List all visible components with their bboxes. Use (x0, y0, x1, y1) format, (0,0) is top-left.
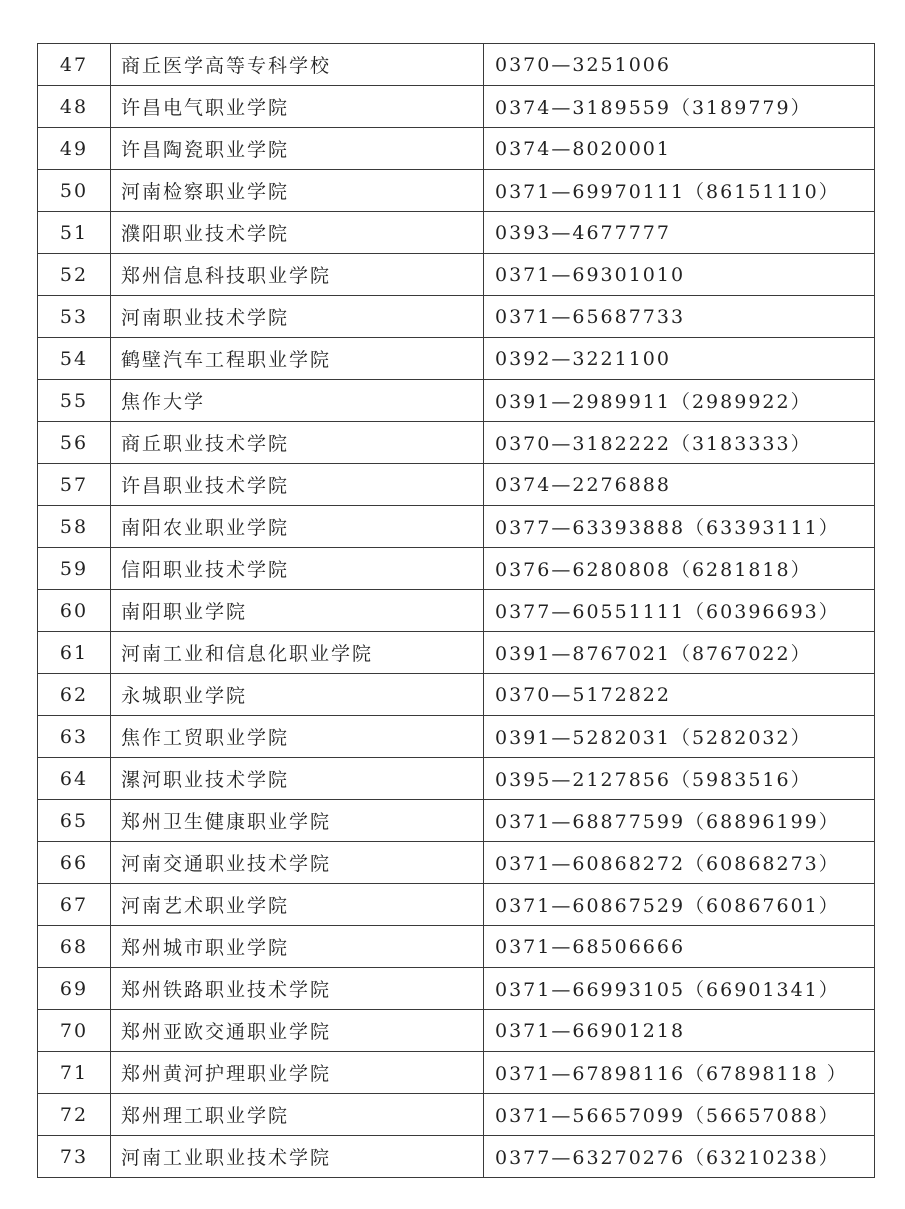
table-row (38, 338, 875, 380)
table-row (38, 590, 875, 632)
table-body (38, 44, 875, 1178)
school-name: 漯河职业技术学院 (111, 758, 484, 800)
table-row (38, 422, 875, 464)
table-row (38, 800, 875, 842)
phone-number: 0371—60868272（60868273） (484, 842, 875, 884)
row-number: 69 (38, 968, 111, 1010)
row-number: 49 (38, 128, 111, 170)
row-number: 63 (38, 716, 111, 758)
school-name: 许昌电气职业学院 (111, 86, 484, 128)
phone-number: 0370—3251006 (484, 44, 875, 86)
table-row (38, 254, 875, 296)
table-row (38, 1094, 875, 1136)
phone-number: 0377—63270276（63210238） (484, 1136, 875, 1178)
phone-number: 0371—56657099（56657088） (484, 1094, 875, 1136)
phone-number: 0391—5282031（5282032） (484, 716, 875, 758)
row-number: 68 (38, 926, 111, 968)
table-row (38, 632, 875, 674)
table-row (38, 674, 875, 716)
phone-number: 0377—63393888（63393111） (484, 506, 875, 548)
phone-number: 0395—2127856（5983516） (484, 758, 875, 800)
row-number: 62 (38, 674, 111, 716)
phone-number: 0391—8767021（8767022） (484, 632, 875, 674)
phone-number: 0371—66993105（66901341） (484, 968, 875, 1010)
school-name: 商丘职业技术学院 (111, 422, 484, 464)
row-number: 55 (38, 380, 111, 422)
table-row (38, 926, 875, 968)
table-row (38, 506, 875, 548)
row-number: 67 (38, 884, 111, 926)
table-row (38, 1052, 875, 1094)
phone-number: 0374—3189559（3189779） (484, 86, 875, 128)
row-number: 51 (38, 212, 111, 254)
school-name: 濮阳职业技术学院 (111, 212, 484, 254)
school-name: 焦作工贸职业学院 (111, 716, 484, 758)
table-row (38, 128, 875, 170)
table-row (38, 380, 875, 422)
phone-number: 0371—69970111（86151110） (484, 170, 875, 212)
school-name: 河南检察职业学院 (111, 170, 484, 212)
phone-number: 0371—69301010 (484, 254, 875, 296)
row-number: 57 (38, 464, 111, 506)
college-phone-table (37, 43, 875, 1178)
phone-number: 0392—3221100 (484, 338, 875, 380)
table-row (38, 548, 875, 590)
row-number: 72 (38, 1094, 111, 1136)
phone-number: 0376—6280808（6281818） (484, 548, 875, 590)
phone-number: 0374—8020001 (484, 128, 875, 170)
school-name: 郑州卫生健康职业学院 (111, 800, 484, 842)
table-row (38, 44, 875, 86)
row-number: 71 (38, 1052, 111, 1094)
row-number: 73 (38, 1136, 111, 1178)
phone-number: 0391—2989911（2989922） (484, 380, 875, 422)
row-number: 60 (38, 590, 111, 632)
school-name: 信阳职业技术学院 (111, 548, 484, 590)
row-number: 61 (38, 632, 111, 674)
school-name: 南阳职业学院 (111, 590, 484, 632)
school-name: 河南工业职业技术学院 (111, 1136, 484, 1178)
school-name: 郑州黄河护理职业学院 (111, 1052, 484, 1094)
school-name: 焦作大学 (111, 380, 484, 422)
phone-number: 0371—66901218 (484, 1010, 875, 1052)
row-number: 52 (38, 254, 111, 296)
phone-number: 0371—67898116（67898118 ） (484, 1052, 875, 1094)
row-number: 56 (38, 422, 111, 464)
school-name: 郑州城市职业学院 (111, 926, 484, 968)
row-number: 54 (38, 338, 111, 380)
row-number: 47 (38, 44, 111, 86)
phone-number: 0371—68506666 (484, 926, 875, 968)
phone-number: 0374—2276888 (484, 464, 875, 506)
table-row (38, 1010, 875, 1052)
table-row (38, 296, 875, 338)
table-row (38, 86, 875, 128)
row-number: 48 (38, 86, 111, 128)
school-name: 郑州理工职业学院 (111, 1094, 484, 1136)
row-number: 65 (38, 800, 111, 842)
table-row (38, 212, 875, 254)
phone-number: 0377—60551111（60396693） (484, 590, 875, 632)
row-number: 59 (38, 548, 111, 590)
phone-number: 0370—3182222（3183333） (484, 422, 875, 464)
school-name: 郑州铁路职业技术学院 (111, 968, 484, 1010)
school-name: 鹤壁汽车工程职业学院 (111, 338, 484, 380)
school-name: 河南工业和信息化职业学院 (111, 632, 484, 674)
phone-number: 0371—65687733 (484, 296, 875, 338)
row-number: 64 (38, 758, 111, 800)
school-name: 郑州亚欧交通职业学院 (111, 1010, 484, 1052)
school-name: 商丘医学高等专科学校 (111, 44, 484, 86)
table-row (38, 842, 875, 884)
school-name: 河南艺术职业学院 (111, 884, 484, 926)
row-number: 50 (38, 170, 111, 212)
school-name: 许昌陶瓷职业学院 (111, 128, 484, 170)
phone-number: 0393—4677777 (484, 212, 875, 254)
row-number: 66 (38, 842, 111, 884)
row-number: 53 (38, 296, 111, 338)
row-number: 58 (38, 506, 111, 548)
table-row (38, 464, 875, 506)
table-row (38, 170, 875, 212)
school-name: 南阳农业职业学院 (111, 506, 484, 548)
table-row (38, 716, 875, 758)
table-row (38, 1136, 875, 1178)
table-row (38, 884, 875, 926)
table-row (38, 758, 875, 800)
school-name: 河南交通职业技术学院 (111, 842, 484, 884)
phone-number: 0371—60867529（60867601） (484, 884, 875, 926)
school-name: 河南职业技术学院 (111, 296, 484, 338)
phone-number: 0370—5172822 (484, 674, 875, 716)
school-name: 永城职业学院 (111, 674, 484, 716)
table-row (38, 968, 875, 1010)
school-name: 郑州信息科技职业学院 (111, 254, 484, 296)
phone-number: 0371—68877599（68896199） (484, 800, 875, 842)
school-name: 许昌职业技术学院 (111, 464, 484, 506)
row-number: 70 (38, 1010, 111, 1052)
